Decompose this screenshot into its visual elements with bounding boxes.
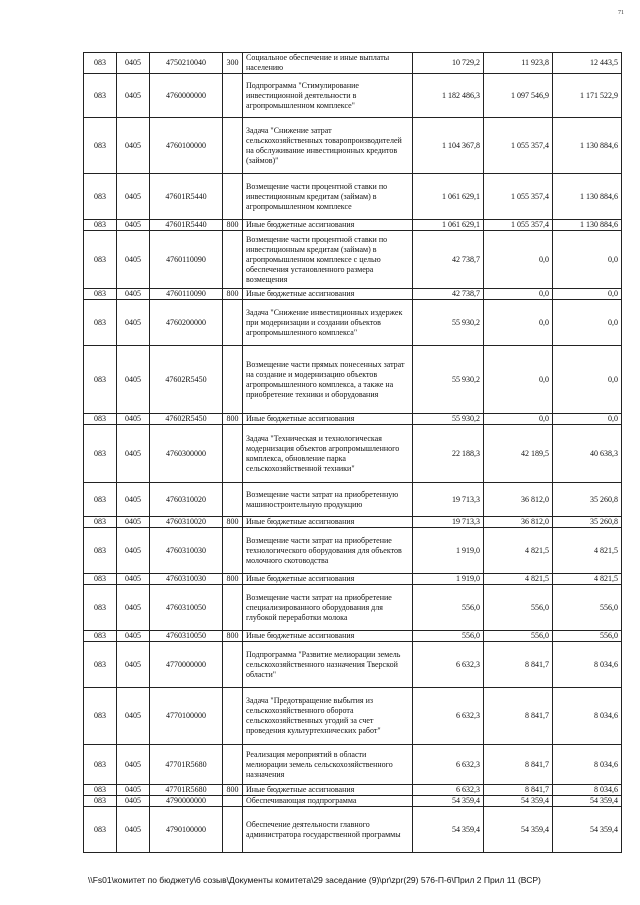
table-row (84, 220, 622, 231)
col-amount-year2: 0,0 (484, 300, 553, 346)
col-description: Иные бюджетные ассигнования (243, 220, 413, 231)
col-section-code: 0405 (117, 688, 150, 745)
col-description: Возмещение части прямых понесенных затрат на создание и модернизацию объектов агропромышленного комплекса, а также на приобретение техники и оборудования (243, 346, 413, 414)
col-expense-type (223, 174, 243, 220)
col-description: Социальное обеспечение и иные выплаты населению (243, 53, 413, 74)
col-ministry-code: 083 (84, 425, 117, 483)
col-amount-year3: 0,0 (553, 414, 622, 425)
col-amount-year2: 8 841,7 (484, 785, 553, 796)
col-section-code: 0405 (117, 300, 150, 346)
col-ministry-code: 083 (84, 74, 117, 118)
col-ministry-code: 083 (84, 414, 117, 425)
table-row (84, 74, 622, 118)
col-ministry-code: 083 (84, 785, 117, 796)
col-section-code: 0405 (117, 745, 150, 785)
col-expense-type: 800 (223, 631, 243, 642)
col-section-code: 0405 (117, 483, 150, 517)
col-amount-year1: 55 930,2 (413, 300, 484, 346)
col-section-code: 0405 (117, 346, 150, 414)
col-ministry-code: 083 (84, 289, 117, 300)
col-target-article: 4750210040 (150, 53, 223, 74)
table-row (84, 483, 622, 517)
col-amount-year2: 54 359,4 (484, 807, 553, 853)
col-description: Обеспечение деятельности главного администратора государственной программы (243, 807, 413, 853)
table-row (84, 574, 622, 585)
table-row (84, 425, 622, 483)
table-row (84, 346, 622, 414)
col-expense-type (223, 796, 243, 807)
col-amount-year3: 0,0 (553, 231, 622, 289)
table-row (84, 517, 622, 528)
col-amount-year3: 54 359,4 (553, 796, 622, 807)
col-amount-year3: 40 638,3 (553, 425, 622, 483)
col-target-article: 4760200000 (150, 300, 223, 346)
col-target-article: 4760310020 (150, 483, 223, 517)
col-amount-year3: 4 821,5 (553, 528, 622, 574)
col-amount-year2: 54 359,4 (484, 796, 553, 807)
col-ministry-code: 083 (84, 807, 117, 853)
col-amount-year3: 1 130 884,6 (553, 220, 622, 231)
col-section-code: 0405 (117, 528, 150, 574)
col-ministry-code: 083 (84, 220, 117, 231)
col-expense-type: 800 (223, 785, 243, 796)
col-amount-year1: 6 632,3 (413, 745, 484, 785)
table-row (84, 300, 622, 346)
col-amount-year1: 6 632,3 (413, 785, 484, 796)
col-section-code: 0405 (117, 231, 150, 289)
table-row (84, 642, 622, 688)
col-amount-year3: 1 130 884,6 (553, 118, 622, 174)
col-amount-year1: 1 104 367,8 (413, 118, 484, 174)
table-row (84, 174, 622, 220)
col-target-article: 47601R5440 (150, 220, 223, 231)
col-ministry-code: 083 (84, 346, 117, 414)
col-target-article: 4760310030 (150, 528, 223, 574)
col-section-code: 0405 (117, 118, 150, 174)
col-amount-year1: 556,0 (413, 631, 484, 642)
col-ministry-code: 083 (84, 631, 117, 642)
col-expense-type (223, 688, 243, 745)
col-section-code: 0405 (117, 796, 150, 807)
col-amount-year1: 22 188,3 (413, 425, 484, 483)
col-description: Иные бюджетные ассигнования (243, 785, 413, 796)
col-amount-year2: 1 055 357,4 (484, 220, 553, 231)
col-amount-year2: 0,0 (484, 289, 553, 300)
col-expense-type (223, 346, 243, 414)
col-ministry-code: 083 (84, 745, 117, 785)
col-description: Возмещение части затрат на приобретение специализированного оборудования для глубокой переработки молока (243, 585, 413, 631)
col-ministry-code: 083 (84, 585, 117, 631)
col-amount-year1: 556,0 (413, 585, 484, 631)
col-amount-year1: 42 738,7 (413, 289, 484, 300)
col-expense-type: 300 (223, 53, 243, 74)
table-row (84, 796, 622, 807)
table-row (84, 807, 622, 853)
table-row (84, 745, 622, 785)
col-amount-year3: 12 443,5 (553, 53, 622, 74)
col-amount-year2: 8 841,7 (484, 688, 553, 745)
col-description: Обеспечивающая подпрограмма (243, 796, 413, 807)
col-description: Реализация мероприятий в области мелиорации земель сельскохозяйственного назначения (243, 745, 413, 785)
col-target-article: 4790000000 (150, 796, 223, 807)
table-row (84, 289, 622, 300)
col-amount-year2: 8 841,7 (484, 642, 553, 688)
col-ministry-code: 083 (84, 231, 117, 289)
col-section-code: 0405 (117, 631, 150, 642)
col-amount-year3: 54 359,4 (553, 807, 622, 853)
col-amount-year2: 1 097 546,9 (484, 74, 553, 118)
col-amount-year2: 36 812,0 (484, 517, 553, 528)
col-amount-year3: 1 130 884,6 (553, 174, 622, 220)
col-ministry-code: 083 (84, 688, 117, 745)
col-expense-type: 800 (223, 289, 243, 300)
col-ministry-code: 083 (84, 528, 117, 574)
col-description: Иные бюджетные ассигнования (243, 631, 413, 642)
col-expense-type (223, 74, 243, 118)
col-description: Подпрограмма "Стимулирование инвестиционной деятельности в агропромышленном комплексе" (243, 74, 413, 118)
col-expense-type: 800 (223, 220, 243, 231)
col-ministry-code: 083 (84, 517, 117, 528)
col-ministry-code: 083 (84, 118, 117, 174)
col-section-code: 0405 (117, 425, 150, 483)
col-section-code: 0405 (117, 785, 150, 796)
col-description: Задача "Снижение инвестиционных издержек при модернизации и создании объектов агропромышленного комплекса" (243, 300, 413, 346)
col-section-code: 0405 (117, 517, 150, 528)
col-ministry-code: 083 (84, 796, 117, 807)
col-ministry-code: 083 (84, 174, 117, 220)
table-row (84, 53, 622, 74)
col-target-article: 4760310050 (150, 631, 223, 642)
col-description: Иные бюджетные ассигнования (243, 574, 413, 585)
table-row (84, 231, 622, 289)
col-amount-year2: 556,0 (484, 585, 553, 631)
col-amount-year1: 1 919,0 (413, 528, 484, 574)
col-section-code: 0405 (117, 807, 150, 853)
col-expense-type (223, 231, 243, 289)
col-amount-year3: 35 260,8 (553, 483, 622, 517)
col-target-article: 4770000000 (150, 642, 223, 688)
col-expense-type (223, 807, 243, 853)
col-ministry-code: 083 (84, 642, 117, 688)
col-description: Иные бюджетные ассигнования (243, 517, 413, 528)
col-target-article: 4760000000 (150, 74, 223, 118)
col-section-code: 0405 (117, 289, 150, 300)
col-amount-year3: 8 034,6 (553, 745, 622, 785)
col-description: Иные бюджетные ассигнования (243, 289, 413, 300)
table-row (84, 585, 622, 631)
col-expense-type (223, 745, 243, 785)
col-section-code: 0405 (117, 642, 150, 688)
col-expense-type: 800 (223, 414, 243, 425)
col-expense-type (223, 300, 243, 346)
col-target-article: 4760310020 (150, 517, 223, 528)
col-section-code: 0405 (117, 53, 150, 74)
col-description: Возмещение части процентной ставки по инвестиционным кредитам (займам) в агропромышленном комплексе (243, 174, 413, 220)
col-amount-year3: 8 034,6 (553, 688, 622, 745)
col-amount-year2: 0,0 (484, 346, 553, 414)
col-ministry-code: 083 (84, 483, 117, 517)
col-amount-year3: 8 034,6 (553, 642, 622, 688)
col-amount-year2: 36 812,0 (484, 483, 553, 517)
col-amount-year1: 55 930,2 (413, 346, 484, 414)
col-amount-year3: 0,0 (553, 289, 622, 300)
col-amount-year3: 8 034,6 (553, 785, 622, 796)
col-section-code: 0405 (117, 74, 150, 118)
col-amount-year1: 19 713,3 (413, 517, 484, 528)
table-row (84, 631, 622, 642)
col-section-code: 0405 (117, 174, 150, 220)
col-amount-year2: 556,0 (484, 631, 553, 642)
col-expense-type (223, 528, 243, 574)
col-amount-year1: 1 061 629,1 (413, 220, 484, 231)
col-ministry-code: 083 (84, 300, 117, 346)
col-expense-type (223, 585, 243, 631)
col-amount-year2: 0,0 (484, 231, 553, 289)
col-target-article: 4760310030 (150, 574, 223, 585)
budget-table (83, 52, 622, 853)
col-description: Задача "Снижение затрат сельскохозяйственных товаропроизводителей на обслуживание инвестиционных кредитов (займов)" (243, 118, 413, 174)
col-amount-year2: 0,0 (484, 414, 553, 425)
col-amount-year2: 4 821,5 (484, 574, 553, 585)
col-target-article: 47601R5440 (150, 174, 223, 220)
col-target-article: 4760300000 (150, 425, 223, 483)
col-description: Возмещение части затрат на приобретение технологического оборудования для объектов молочного скотоводства (243, 528, 413, 574)
col-amount-year1: 42 738,7 (413, 231, 484, 289)
col-amount-year2: 8 841,7 (484, 745, 553, 785)
col-ministry-code: 083 (84, 574, 117, 585)
table-row (84, 118, 622, 174)
col-amount-year2: 4 821,5 (484, 528, 553, 574)
col-description: Иные бюджетные ассигнования (243, 414, 413, 425)
col-amount-year2: 1 055 357,4 (484, 174, 553, 220)
col-amount-year1: 6 632,3 (413, 642, 484, 688)
col-amount-year1: 1 061 629,1 (413, 174, 484, 220)
table-row (84, 528, 622, 574)
col-section-code: 0405 (117, 414, 150, 425)
col-description: Задача "Предотвращение выбытия из сельскохозяйственного оборота сельскохозяйственных угодий за счет проведения культуртехнических работ" (243, 688, 413, 745)
col-amount-year2: 42 189,5 (484, 425, 553, 483)
col-section-code: 0405 (117, 585, 150, 631)
col-target-article: 47602R5450 (150, 414, 223, 425)
col-expense-type (223, 425, 243, 483)
col-amount-year3: 0,0 (553, 300, 622, 346)
col-ministry-code: 083 (84, 53, 117, 74)
col-description: Возмещение части процентной ставки по инвестиционным кредитам (займам) в агропромышленном комплексе с целью обеспечения установленного размера возмещения (243, 231, 413, 289)
col-description: Подпрограмма "Развитие мелиорации земель сельскохозяйственного назначения Тверской области" (243, 642, 413, 688)
col-target-article: 47701R5680 (150, 785, 223, 796)
footer-file-path: \\Fs01\комитет по бюджету\6 созыв\Документы комитета\29 заседание (9)\pr\zpr(29) 576-П-6\Прил 2 Прил 11 (ВСР) (88, 875, 541, 885)
col-amount-year1: 54 359,4 (413, 796, 484, 807)
col-target-article: 47701R5680 (150, 745, 223, 785)
col-amount-year3: 35 260,8 (553, 517, 622, 528)
col-amount-year3: 556,0 (553, 585, 622, 631)
col-amount-year2: 1 055 357,4 (484, 118, 553, 174)
col-amount-year1: 6 632,3 (413, 688, 484, 745)
col-amount-year3: 556,0 (553, 631, 622, 642)
col-amount-year1: 1 919,0 (413, 574, 484, 585)
table-row (84, 688, 622, 745)
col-target-article: 4760310050 (150, 585, 223, 631)
col-expense-type (223, 118, 243, 174)
col-target-article: 4760100000 (150, 118, 223, 174)
table-row (84, 414, 622, 425)
col-target-article: 47602R5450 (150, 346, 223, 414)
col-description: Возмещение части затрат на приобретенную машиностроительную продукцию (243, 483, 413, 517)
col-section-code: 0405 (117, 574, 150, 585)
col-expense-type (223, 642, 243, 688)
table-row (84, 785, 622, 796)
col-expense-type (223, 483, 243, 517)
col-amount-year3: 1 171 522,9 (553, 74, 622, 118)
col-amount-year1: 19 713,3 (413, 483, 484, 517)
col-target-article: 4790100000 (150, 807, 223, 853)
col-amount-year1: 1 182 486,3 (413, 74, 484, 118)
col-section-code: 0405 (117, 220, 150, 231)
col-target-article: 4770100000 (150, 688, 223, 745)
col-target-article: 4760110090 (150, 289, 223, 300)
col-description: Задача "Техническая и технологическая модернизация объектов агропромышленного комплекса, обновление парка сельскохозяйственной техники" (243, 425, 413, 483)
col-expense-type: 800 (223, 517, 243, 528)
col-amount-year3: 4 821,5 (553, 574, 622, 585)
col-expense-type: 800 (223, 574, 243, 585)
col-amount-year3: 0,0 (553, 346, 622, 414)
col-amount-year1: 55 930,2 (413, 414, 484, 425)
col-amount-year1: 54 359,4 (413, 807, 484, 853)
page-number: 71 (618, 10, 624, 16)
col-amount-year2: 11 923,8 (484, 53, 553, 74)
col-target-article: 4760110090 (150, 231, 223, 289)
col-amount-year1: 10 729,2 (413, 53, 484, 74)
